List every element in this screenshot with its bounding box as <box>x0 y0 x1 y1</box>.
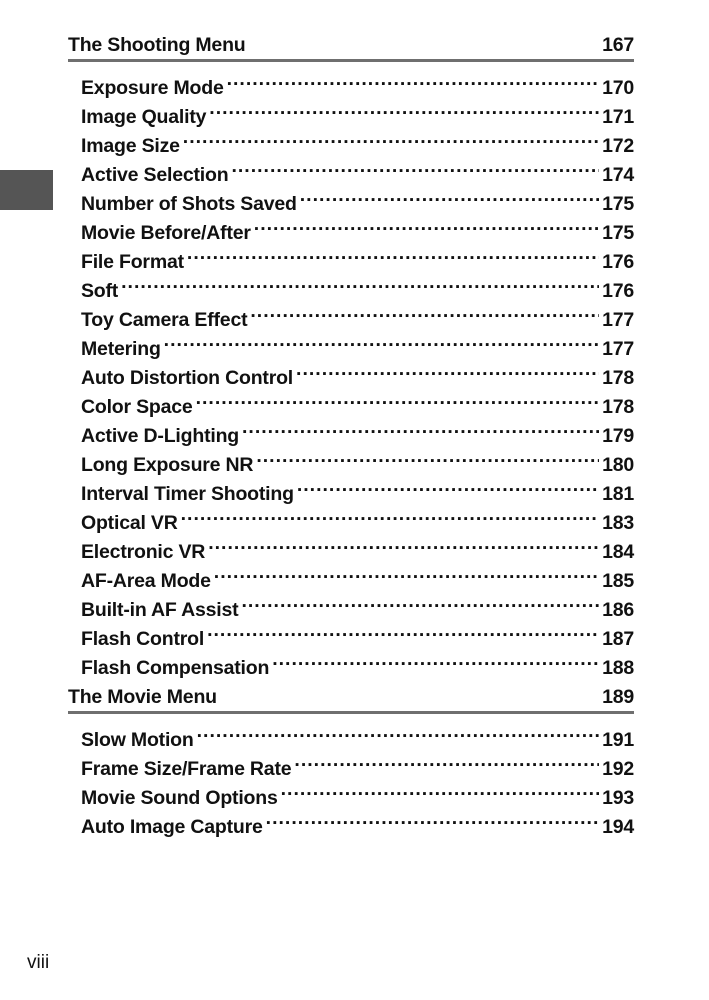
entry-title: Number of Shots Saved <box>81 193 297 215</box>
dot-leader <box>227 65 599 94</box>
toc-entry[interactable] <box>81 326 634 360</box>
entry-page-number: 188 <box>602 657 634 679</box>
entry-page-number: 176 <box>602 251 634 273</box>
dot-leader <box>208 529 599 558</box>
dot-leader <box>231 152 599 181</box>
entry-title: Long Exposure NR <box>81 454 254 476</box>
dot-leader <box>272 645 599 674</box>
entry-page-number: 175 <box>602 193 634 215</box>
entry-title: Soft <box>81 280 119 302</box>
section-heading[interactable] <box>68 34 634 62</box>
chapter-tab-marker <box>0 170 53 210</box>
entry-title: Flash Control <box>81 628 205 650</box>
section-title: The Shooting Menu <box>68 34 246 56</box>
entry-list <box>68 717 634 838</box>
dot-leader <box>183 123 599 152</box>
entry-page-number: 187 <box>602 628 634 650</box>
entry-page-number: 194 <box>602 816 634 838</box>
entry-list <box>68 65 634 679</box>
toc-entry[interactable] <box>81 355 634 389</box>
entry-page-number: 178 <box>602 367 634 389</box>
entry-title: Toy Camera Effect <box>81 309 248 331</box>
entry-title: Metering <box>81 338 161 360</box>
entry-page-number: 191 <box>602 729 634 751</box>
dot-leader <box>181 500 599 529</box>
entry-page-number: 186 <box>602 599 634 621</box>
entry-title: Auto Distortion Control <box>81 367 294 389</box>
dot-leader <box>281 775 599 804</box>
entry-page-number: 192 <box>602 758 634 780</box>
dot-leader <box>209 94 599 123</box>
entry-title: Active D-Lighting <box>81 425 240 447</box>
entry-page-number: 177 <box>602 338 634 360</box>
entry-title: Active Selection <box>81 164 229 186</box>
entry-page-number: 175 <box>602 222 634 244</box>
entry-title: Built-in AF Assist <box>81 599 239 621</box>
dot-leader <box>241 587 599 616</box>
toc-entry[interactable] <box>81 65 634 99</box>
entry-title: Auto Image Capture <box>81 816 263 838</box>
entry-title: Interval Timer Shooting <box>81 483 294 505</box>
toc-entry[interactable] <box>81 297 634 331</box>
toc-section <box>68 686 634 838</box>
dot-leader <box>164 326 599 355</box>
section-title: The Movie Menu <box>68 686 217 708</box>
section-page-number: 189 <box>602 686 634 708</box>
entry-title: Slow Motion <box>81 729 194 751</box>
entry-page-number: 171 <box>602 106 634 128</box>
section-heading[interactable] <box>68 686 634 714</box>
entry-title: File Format <box>81 251 184 273</box>
dot-leader <box>121 268 599 297</box>
dot-leader <box>300 181 599 210</box>
entry-page-number: 183 <box>602 512 634 534</box>
entry-page-number: 178 <box>602 396 634 418</box>
dot-leader <box>297 471 599 500</box>
entry-title: Frame Size/Frame Rate <box>81 758 292 780</box>
page-number: viii <box>27 952 50 973</box>
dot-leader <box>266 804 599 833</box>
entry-page-number: 181 <box>602 483 634 505</box>
entry-title: Image Quality <box>81 106 207 128</box>
dot-leader <box>214 558 599 587</box>
entry-title: Image Size <box>81 135 180 157</box>
dot-leader <box>196 384 599 413</box>
entry-title: AF-Area Mode <box>81 570 211 592</box>
entry-page-number: 184 <box>602 541 634 563</box>
toc-section <box>68 34 634 679</box>
dot-leader <box>256 442 599 471</box>
entry-page-number: 185 <box>602 570 634 592</box>
dot-leader <box>207 616 599 645</box>
toc-entry[interactable] <box>81 268 634 302</box>
dot-leader <box>294 746 599 775</box>
entry-page-number: 177 <box>602 309 634 331</box>
dot-leader <box>296 355 599 384</box>
section-page-number: 167 <box>602 34 634 56</box>
dot-leader <box>254 210 599 239</box>
entry-title: Color Space <box>81 396 193 418</box>
entry-page-number: 174 <box>602 164 634 186</box>
entry-title: Flash Compensation <box>81 657 270 679</box>
entry-page-number: 193 <box>602 787 634 809</box>
entry-page-number: 172 <box>602 135 634 157</box>
entry-page-number: 170 <box>602 77 634 99</box>
entry-title: Exposure Mode <box>81 77 224 99</box>
toc-entry[interactable] <box>81 717 634 751</box>
entry-title: Movie Sound Options <box>81 787 278 809</box>
table-of-contents <box>68 34 634 838</box>
entry-title: Electronic VR <box>81 541 206 563</box>
dot-leader <box>242 413 599 442</box>
dot-leader <box>250 297 599 326</box>
entry-page-number: 176 <box>602 280 634 302</box>
dot-leader <box>197 717 599 746</box>
entry-page-number: 180 <box>602 454 634 476</box>
entry-title: Movie Before/After <box>81 222 251 244</box>
entry-title: Optical VR <box>81 512 178 534</box>
entry-page-number: 179 <box>602 425 634 447</box>
dot-leader <box>187 239 599 268</box>
